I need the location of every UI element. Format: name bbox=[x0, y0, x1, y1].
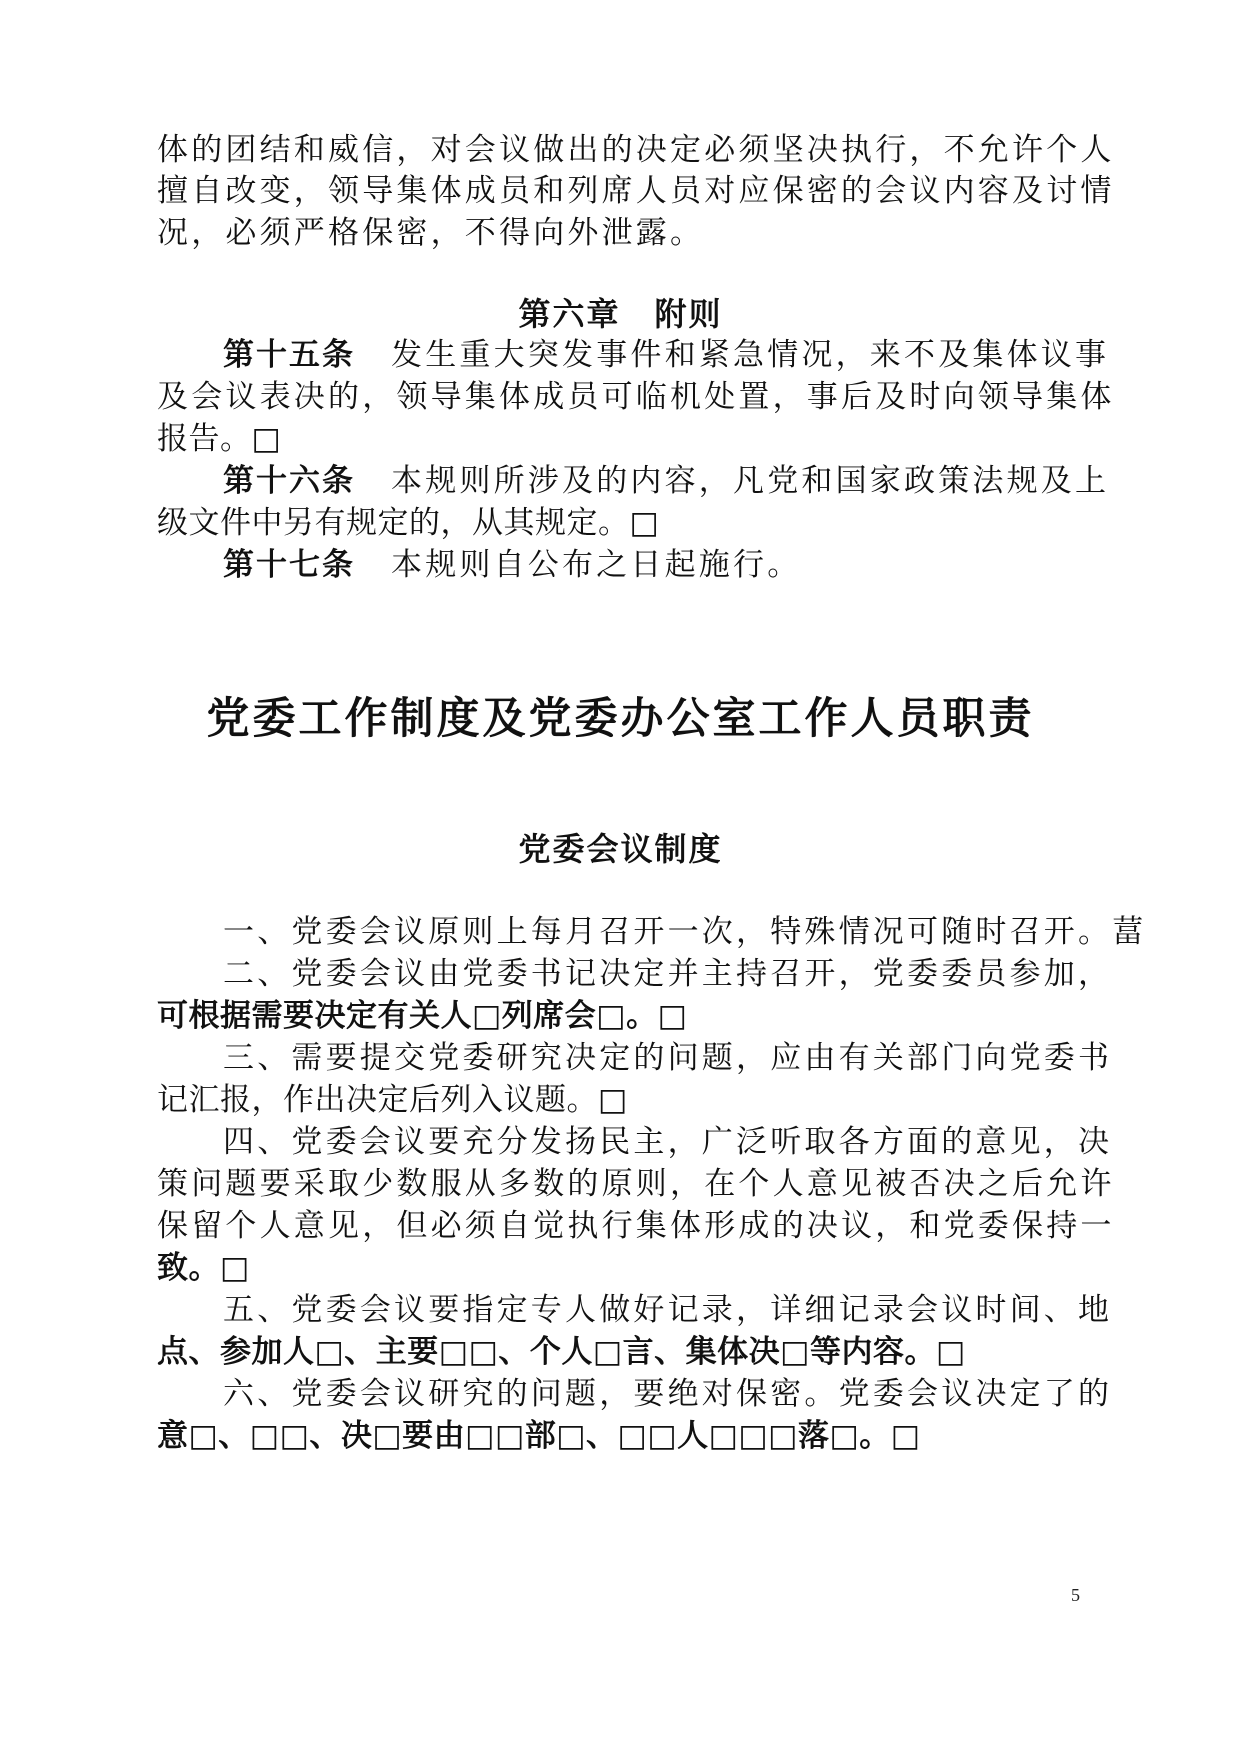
item-4-line: 策问题要采取少数服从多数的原则，在个人意见被否决之后允许 bbox=[157, 1166, 1115, 1202]
article-text: 发生重大突发事件和紧急情况，来不及集体议事 bbox=[391, 337, 1110, 373]
item-1-line: 一、党委会议原则上每月召开一次，特殊情况可随时召开。葍 bbox=[223, 914, 1147, 950]
item-5-line: 点、参加人□、主要□□、个人□言、集体决□等内容。□ bbox=[157, 1334, 966, 1370]
article-label: 第十五条 bbox=[223, 337, 355, 373]
page-number: 5 bbox=[1071, 1585, 1080, 1605]
paragraph-line: 况，必须严格保密，不得向外泄露。 bbox=[157, 215, 705, 251]
chapter-heading: 第六章 附则 bbox=[518, 295, 723, 333]
item-3-line: 三、需要提交党委研究决定的问题，应由有关部门向党委书 bbox=[223, 1040, 1113, 1076]
item-4-line: 四、党委会议要充分发扬民主，广泛听取各方面的意见，决 bbox=[223, 1124, 1113, 1160]
document-main-title: 党委工作制度及党委办公室工作人员职责 bbox=[206, 694, 1035, 744]
item-2-line: 二、党委会议由党委书记决定并主持召开，党委委员参加， bbox=[223, 956, 1113, 992]
item-6-line: 六、党委会议研究的问题，要绝对保密。党委会议决定了的 bbox=[223, 1376, 1113, 1412]
item-4-line: 致。□ bbox=[157, 1250, 250, 1286]
paragraph-line: 擅自改变，领导集体成员和列席人员对应保密的会议内容及讨情 bbox=[157, 173, 1115, 209]
paragraph-line: 报告。□ bbox=[157, 421, 282, 457]
item-4-line: 保留个人意见，但必须自觉执行集体形成的决议，和党委保持一 bbox=[157, 1208, 1115, 1244]
item-2-line: 可根据需要决定有关人□列席会□。□ bbox=[157, 998, 688, 1034]
article-15-first-line bbox=[223, 334, 1123, 376]
section-title: 党委会议制度 bbox=[518, 830, 723, 868]
article-16-first-line bbox=[223, 460, 1123, 502]
paragraph-line: 级文件中另有规定的，从其规定。□ bbox=[157, 505, 660, 541]
article-label: 第十七条 bbox=[223, 547, 355, 583]
item-6-line: 意□、□□、决□要由□□部□、□□人□□□落□。□ bbox=[157, 1418, 921, 1454]
item-5-line: 五、党委会议要指定专人做好记录，详细记录会议时间、地 bbox=[223, 1292, 1113, 1328]
paragraph-line: 体的团结和威信，对会议做出的决定必须坚决执行，不允许个人 bbox=[157, 132, 1115, 168]
item-3-line: 记汇报，作出决定后列入议题。□ bbox=[157, 1082, 628, 1118]
paragraph-line: 及会议表决的，领导集体成员可临机处置，事后及时向领导集体 bbox=[157, 379, 1115, 415]
article-text: 本规则所涉及的内容，凡党和国家政策法规及上 bbox=[391, 463, 1110, 499]
article-17-line bbox=[223, 544, 1123, 586]
article-label: 第十六条 bbox=[223, 463, 355, 499]
article-text: 本规则自公布之日起施行。 bbox=[391, 547, 802, 583]
